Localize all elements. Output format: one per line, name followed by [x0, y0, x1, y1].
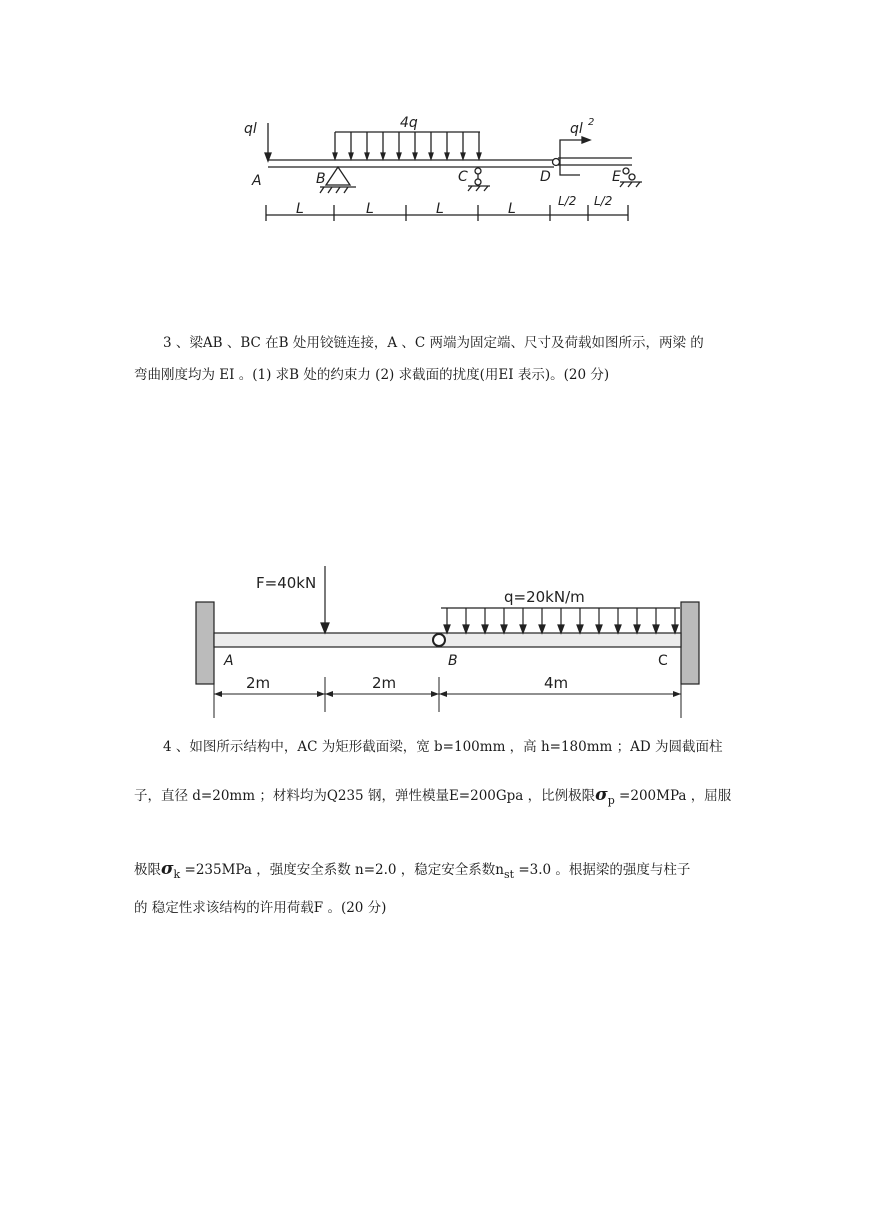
problem4-line2	[134, 785, 732, 807]
label-B1: B	[316, 171, 326, 187]
load-arrow-head	[539, 625, 545, 633]
label-force: F=40kN	[256, 574, 317, 592]
label-C2: C	[658, 653, 668, 669]
load-arrow-head	[596, 625, 602, 633]
problem4-line3-mid: =235MPa ，强度安全系数 n=2.0 ，稳定安全系数n	[180, 862, 504, 878]
dim-5: L/2	[558, 194, 577, 208]
sub-st: st	[503, 868, 515, 881]
problem4-line2-post: =200MPa ，屈服	[614, 788, 732, 804]
beam-figure-2	[190, 562, 710, 722]
dim-4: L	[508, 201, 516, 217]
label-E1: E	[612, 169, 621, 185]
problem4-line1: 4 、如图所示结构中，AC 为矩形截面梁，宽 b=100mm ，高 h=180mm ；AD 为圆截面柱	[163, 739, 723, 755]
problem3-line1: 3 、梁AB 、BC 在B 处用铰链连接，A 、C 两端为固定端、尺寸及荷载如图所示，两梁 的	[163, 335, 704, 351]
load-arrow-head	[501, 625, 507, 633]
load-arrow-head	[634, 625, 640, 633]
dim-6: L/2	[594, 194, 613, 208]
beam-figure-1	[240, 105, 660, 235]
load-arrow-head	[558, 625, 564, 633]
sigma-symbol: σ	[595, 785, 608, 805]
dim-2: L	[366, 201, 374, 217]
label-A2: A	[224, 653, 234, 669]
label-B2: B	[448, 653, 458, 669]
problem3-line2: 弯曲刚度均为 EI 。(1) 求B 处的约束力 (2) 求截面的扰度(用EI 表示)。(20 分)	[134, 367, 610, 383]
load-arrow-head	[653, 625, 659, 633]
load-arrow-head	[444, 625, 450, 633]
label-D1: D	[540, 169, 551, 185]
sub-k: k	[173, 868, 181, 881]
load-arrow-head	[615, 625, 621, 633]
load-arrow-head	[463, 625, 469, 633]
problem4-line3-post: =3.0 。根据梁的强度与柱子	[514, 862, 691, 878]
problem4-line2-pre: 子，直径 d=20mm ；材料均为Q235 钢，弹性模量E=200Gpa ，比例极限	[134, 788, 596, 804]
problem4-line4: 的 稳定性求该结构的许用荷载F 。(20 分)	[134, 900, 387, 916]
label-moment-exp: 2	[588, 117, 595, 128]
sigma-symbol-k: σ	[161, 859, 174, 879]
load-arrow-head	[672, 625, 678, 633]
dim-1: L	[296, 201, 304, 217]
label-C1: C	[458, 169, 468, 185]
label-q: q=20kN/m	[504, 588, 585, 606]
label-A1: A	[252, 173, 262, 189]
dim-2m-a: 2m	[246, 674, 271, 692]
dim-3: L	[436, 201, 444, 217]
dim-4m: 4m	[544, 674, 569, 692]
label-ql: ql	[244, 121, 257, 137]
problem4-line3	[134, 859, 691, 881]
sub-p: p	[607, 794, 615, 807]
label-4q: 4q	[400, 115, 418, 131]
problem4-line3-pre: 极限	[134, 862, 161, 878]
load-arrow-head	[520, 625, 526, 633]
dim-2m-b: 2m	[372, 674, 397, 692]
load-arrow-head	[482, 625, 488, 633]
load-arrow-head	[577, 625, 583, 633]
label-moment: ql	[570, 121, 583, 137]
